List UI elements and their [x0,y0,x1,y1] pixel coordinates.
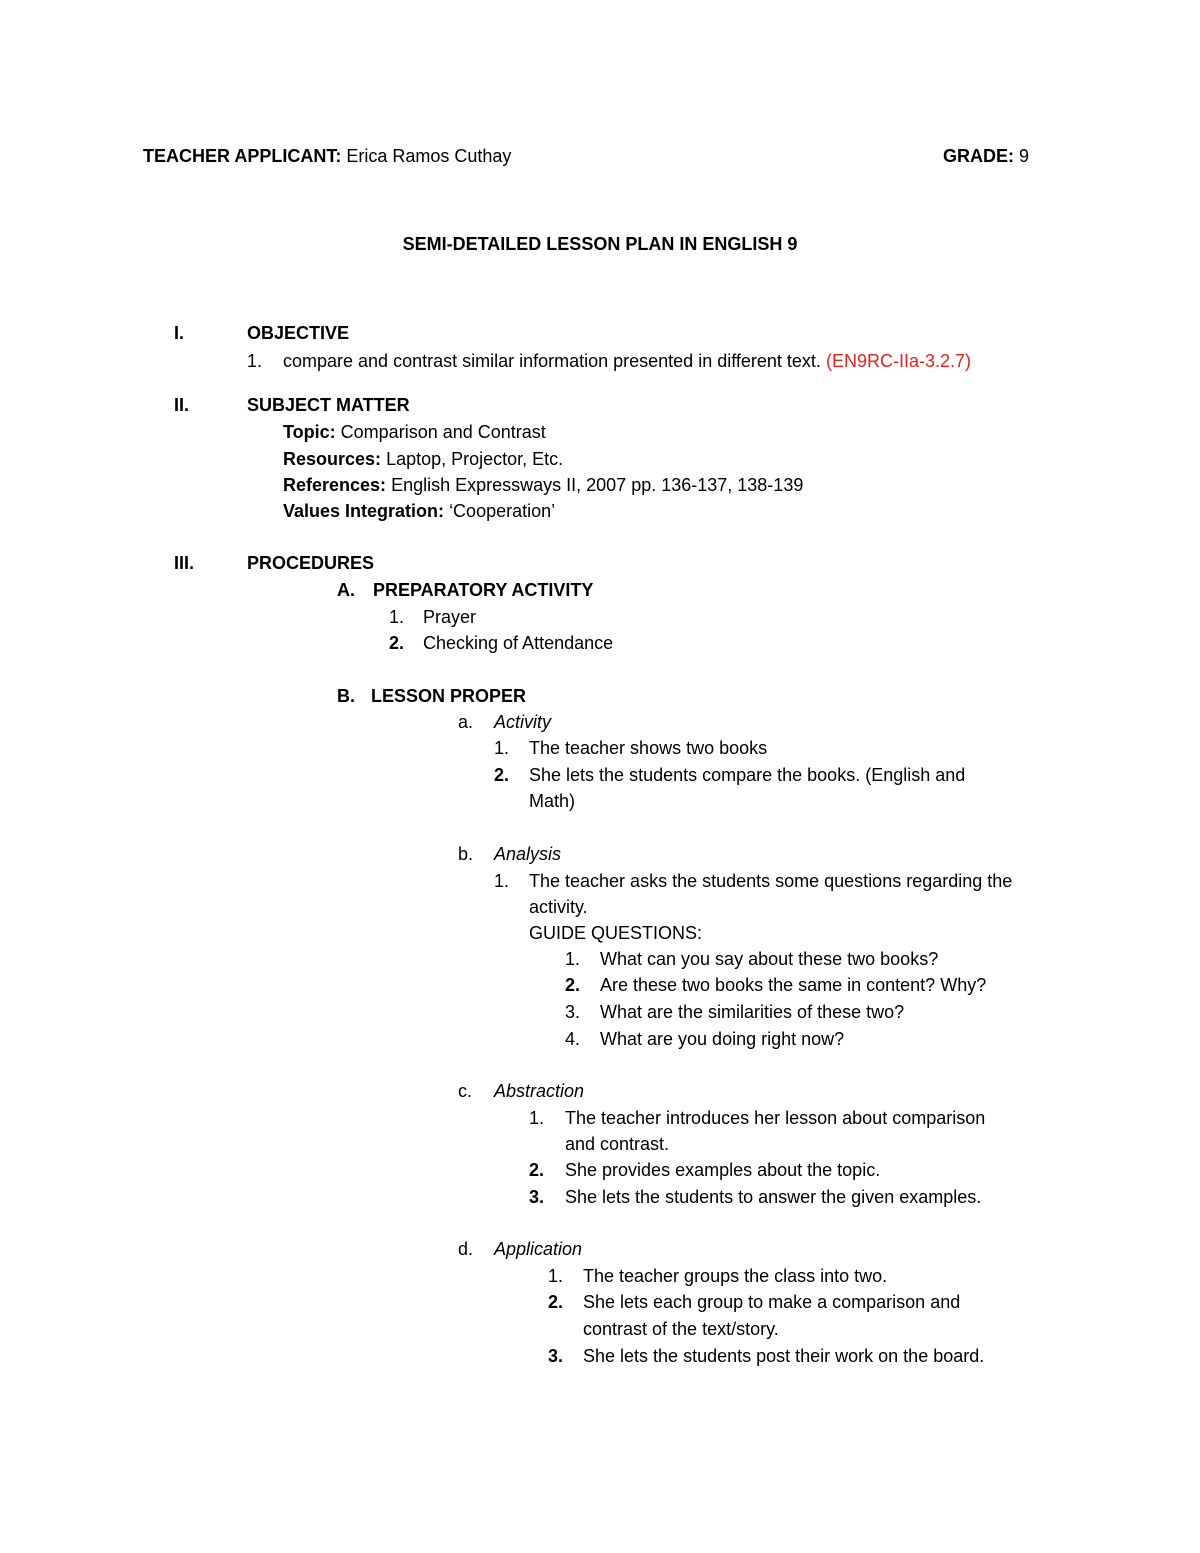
guide-question-text: What are you doing right now? [600,1029,845,1049]
activity-item-text: She lets the students compare the books. (English and [529,765,966,785]
subsection-letter-lesson-proper: B. [337,686,355,706]
references-label: References: [283,475,387,495]
preparatory-item-text: Prayer [423,607,477,627]
abstraction-item-text: She provides examples about the topic. [565,1160,881,1180]
section-heading-objective: OBJECTIVE [247,323,350,343]
part-letter-abstraction: c. [458,1081,473,1101]
guide-question-number: 4. [565,1029,581,1049]
values-label: Values Integration: [283,501,445,521]
section-numeral-objective: I. [174,323,185,343]
abstraction-item-number: 1. [529,1108,545,1128]
application-item-text-cont: contrast of the text/story. [583,1319,779,1339]
part-heading-activity: Activity [494,712,552,732]
values-line [283,498,555,524]
abstraction-item-text-cont: and contrast. [565,1134,670,1154]
analysis-item-text-cont: activity. [529,897,588,917]
analysis-item-number: 1. [494,871,510,891]
application-item-text: The teacher groups the class into two. [583,1266,888,1286]
preparatory-item-number: 2. [389,633,405,653]
references-line [283,472,803,498]
applicant-line [143,143,511,169]
part-letter-application: d. [458,1239,474,1259]
application-item-text: She lets each group to make a comparison and [583,1292,961,1312]
abstraction-item-number: 3. [529,1187,545,1207]
grade-label: GRADE: [943,146,1014,166]
section-numeral-procedures: III. [174,553,195,573]
guide-questions-label: GUIDE QUESTIONS: [529,923,703,943]
activity-item-text-cont: Math) [529,791,576,811]
guide-question-text: Are these two books the same in content? Why? [600,975,987,995]
guide-question-number: 3. [565,1002,581,1022]
topic-line [283,419,546,445]
part-heading-application: Application [494,1239,583,1259]
part-letter-activity: a. [458,712,474,732]
objective-item-number: 1. [247,351,263,371]
applicant-name: Erica Ramos Cuthay [346,146,512,166]
references-value: English Expressways II, 2007 pp. 136-137, 138-139 [391,475,804,495]
objective-item-text: compare and contrast similar information presented in different text. [283,351,821,371]
abstraction-item-text: She lets the students to answer the given examples. [565,1187,982,1207]
grade-value: 9 [1019,146,1030,166]
resources-value: Laptop, Projector, Etc. [386,449,564,469]
section-heading-subject: SUBJECT MATTER [247,395,410,415]
resources-label: Resources: [283,449,382,469]
grade-line [943,143,1029,169]
preparatory-item-text: Checking of Attendance [423,633,614,653]
activity-item-number: 1. [494,738,510,758]
values-value: ‘Cooperation’ [449,501,556,521]
objective-code: (EN9RC-IIa-3.2.7) [825,351,971,371]
document-title: SEMI-DETAILED LESSON PLAN IN ENGLISH 9 [402,234,798,254]
subsection-heading-lesson-proper: LESSON PROPER [371,686,527,706]
application-item-number: 1. [548,1266,564,1286]
part-heading-abstraction: Abstraction [494,1081,585,1101]
part-letter-analysis: b. [458,844,474,864]
applicant-label: TEACHER APPLICANT: [143,146,342,166]
application-item-number: 2. [548,1292,564,1312]
abstraction-item-number: 2. [529,1160,545,1180]
guide-question-text: What can you say about these two books? [600,949,939,969]
abstraction-item-text: The teacher introduces her lesson about comparison [565,1108,986,1128]
resources-line [283,446,563,472]
part-heading-analysis: Analysis [494,844,562,864]
subsection-heading-preparatory: PREPARATORY ACTIVITY [373,580,594,600]
topic-label: Topic: [283,422,336,442]
activity-item-number: 2. [494,765,510,785]
guide-question-number: 1. [565,949,581,969]
application-item-text: She lets the students post their work on the board. [583,1346,985,1366]
preparatory-item-number: 1. [389,607,405,627]
guide-question-text: What are the similarities of these two? [600,1002,905,1022]
objective-item [283,348,971,374]
guide-question-number: 2. [565,975,581,995]
application-item-number: 3. [548,1346,564,1366]
subsection-letter-preparatory: A. [337,580,355,600]
section-numeral-subject: II. [174,395,190,415]
analysis-item-text: The teacher asks the students some questions regarding the [529,871,1013,891]
section-heading-procedures: PROCEDURES [247,553,375,573]
activity-item-text: The teacher shows two books [529,738,768,758]
topic-value: Comparison and Contrast [340,422,546,442]
